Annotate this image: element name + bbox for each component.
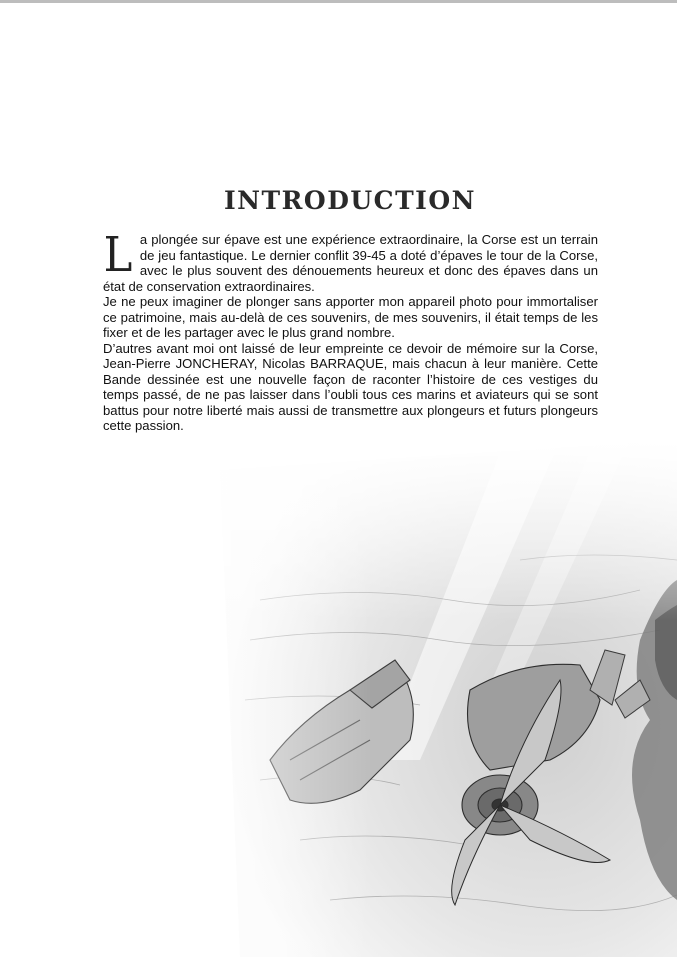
introduction-text: [103, 227, 598, 434]
paragraph-3: D’autres avant moi ont laissé de leur empreinte ce devoir de mémoire sur la Corse, Jean-Pierre JONCHERAY, Nicolas BARRAQUE, mais chacun à leur manière. Cette Bande dessinée est une nouvelle façon de raconter l’histoire de ces vestiges du temps passé, de ne pas laisser dans l’oubli tous ces marins et aviateurs qui se sont battus pour notre liberté mais aussi de transmettre aux plongeurs et futurs plongeurs cette passion.: [103, 340, 598, 433]
aircraft-wreck-illustration: [0, 440, 677, 957]
drop-cap: L: [103, 227, 133, 283]
paragraph-1: [103, 227, 598, 294]
page-title: INTRODUCTION: [223, 186, 476, 215]
page-top-border: [0, 0, 677, 3]
paragraph-1-text: a plongée sur épave est une expérience extraordinaire, la Corse est un terrain de jeu fantastique. Le dernier conflit 39-45 a doté d’épaves le tour de la Corse, avec le plus souvent des dénouements heureux et donc des épaves dans un état de conservation extraordinaires.: [103, 232, 598, 294]
paragraph-2: Je ne peux imaginer de plonger sans apporter mon appareil photo pour immortaliser ce patrimoine, mais au-delà de ces souvenirs, de mes souvenirs, il était temps de les fixer et de les partager avec le plus grand nombre.: [103, 294, 598, 340]
